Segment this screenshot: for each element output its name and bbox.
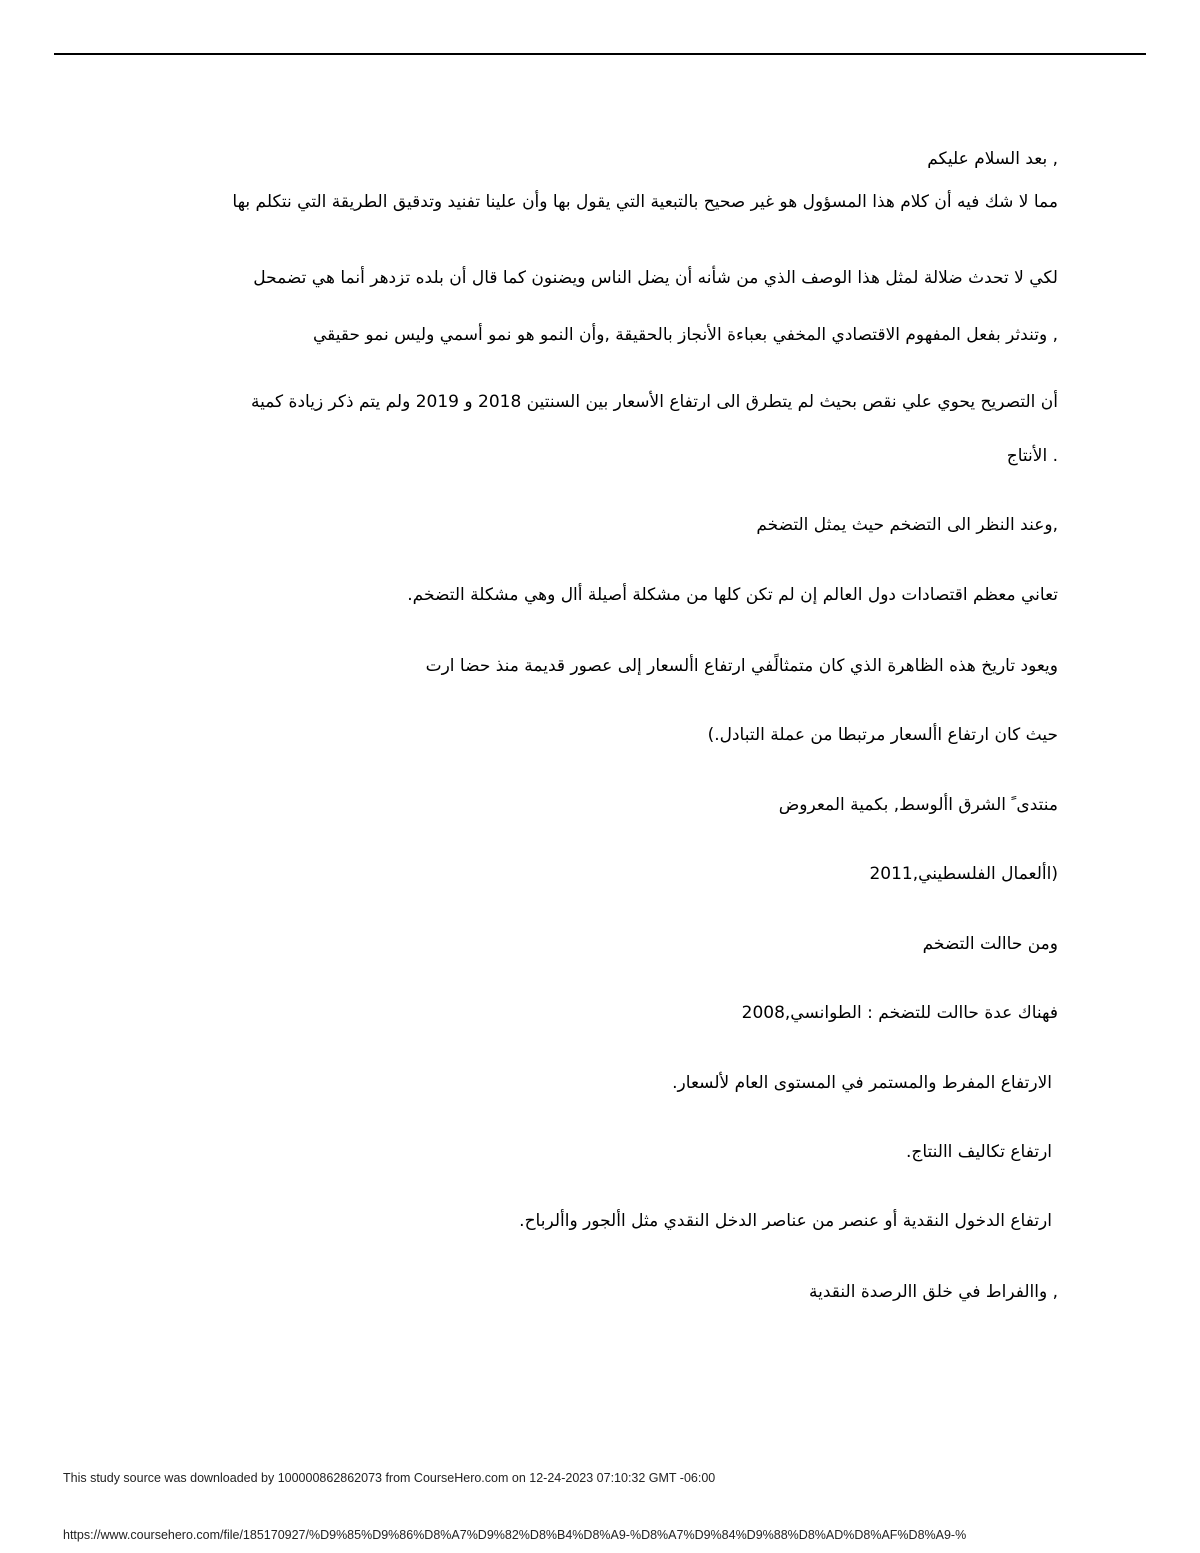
download-notice: This study source was downloaded by 100000862862073 from CourseHero.com on 12-24-2023 07:10:32 GMT -06:00	[63, 1471, 716, 1485]
list-item-text: ارتفاع تكاليف االنتاج.	[905, 1142, 1052, 1162]
section-heading: ومن حاالت التضخم	[922, 934, 1058, 954]
body-paragraph: مما لا شك فيه أن كلام هذا المسؤول هو غير صحيح بالتبعية التي يقول بها وأن علينا تفنيد وتدقيق الطريقة التي نتكلم بها	[232, 192, 1058, 212]
source-url-link[interactable]: https://www.coursehero.com/file/185170927/%D9%85%D9%86%D8%A7%D9%82%D8%B4%D8%A9-%D8%A7%D9%84%D9%88%D8%AD%D8%AF%D8%A9-%	[63, 1528, 967, 1542]
body-paragraph: منتدى ً الشرق األوسط, بكمية المعروض	[778, 795, 1058, 815]
list-item-text: الارتفاع المفرط والمستمر في المستوى العام لألسعار.	[672, 1073, 1052, 1093]
citation-paragraph: (األعمال الفلسطيني,2011	[869, 864, 1058, 884]
body-paragraph: حيث كان ارتفاع األسعار مرتبطا من عملة التبادل.)	[707, 725, 1058, 745]
body-paragraph: , وتندثر بفعل المفهوم الاقتصادي المخفي بعباءة الأنجاز بالحقيقة ,وأن النمو هو نمو أسمي وليس نمو حقيقي	[312, 325, 1058, 345]
top-rule	[54, 53, 1146, 55]
body-paragraph: أن التصريح يحوي علي نقص بحيث لم يتطرق الى ارتفاع الأسعار بين السنتين 2018 و 2019 ولم يتم ذكر زيادة كمية	[250, 392, 1058, 412]
body-paragraph: . الأنتاج	[1006, 446, 1058, 466]
body-paragraph: لكي لا تحدث ضلالة لمثل هذا الوصف الذي من شأنه أن يضل الناس ويضنون كما قال أن بلده تزدهر أنما هي تضمحل	[253, 268, 1058, 288]
body-paragraph: ,وعند النظر الى التضخم حيث يمثل التضخم	[756, 515, 1058, 535]
closing-paragraph: , واالفراط في خلق االرصدة النقدية	[809, 1282, 1058, 1302]
list-item-text: ارتفاع الدخول النقدية أو عنصر من عناصر الدخل النقدي مثل األجور واألرباح.	[519, 1211, 1052, 1231]
body-paragraph: فهناك عدة حاالت للتضخم : الطوانسي,2008	[741, 1003, 1058, 1023]
greeting-paragraph: , بعد السلام عليكم	[927, 149, 1058, 169]
list-item	[519, 1209, 1058, 1235]
body-paragraph: تعاني معظم اقتصادات دول العالم إن لم تكن كلها من مشكلة أصيلة أال وهي مشكلة التضخم.	[407, 585, 1058, 605]
body-paragraph: ويعود تاريخ هذه الظاهرة الذي كان متمثالًفي ارتفاع األسعار إلى عصور قديمة منذ حضا ارت	[425, 656, 1058, 676]
list-item	[672, 1071, 1058, 1097]
list-item	[906, 1140, 1058, 1166]
